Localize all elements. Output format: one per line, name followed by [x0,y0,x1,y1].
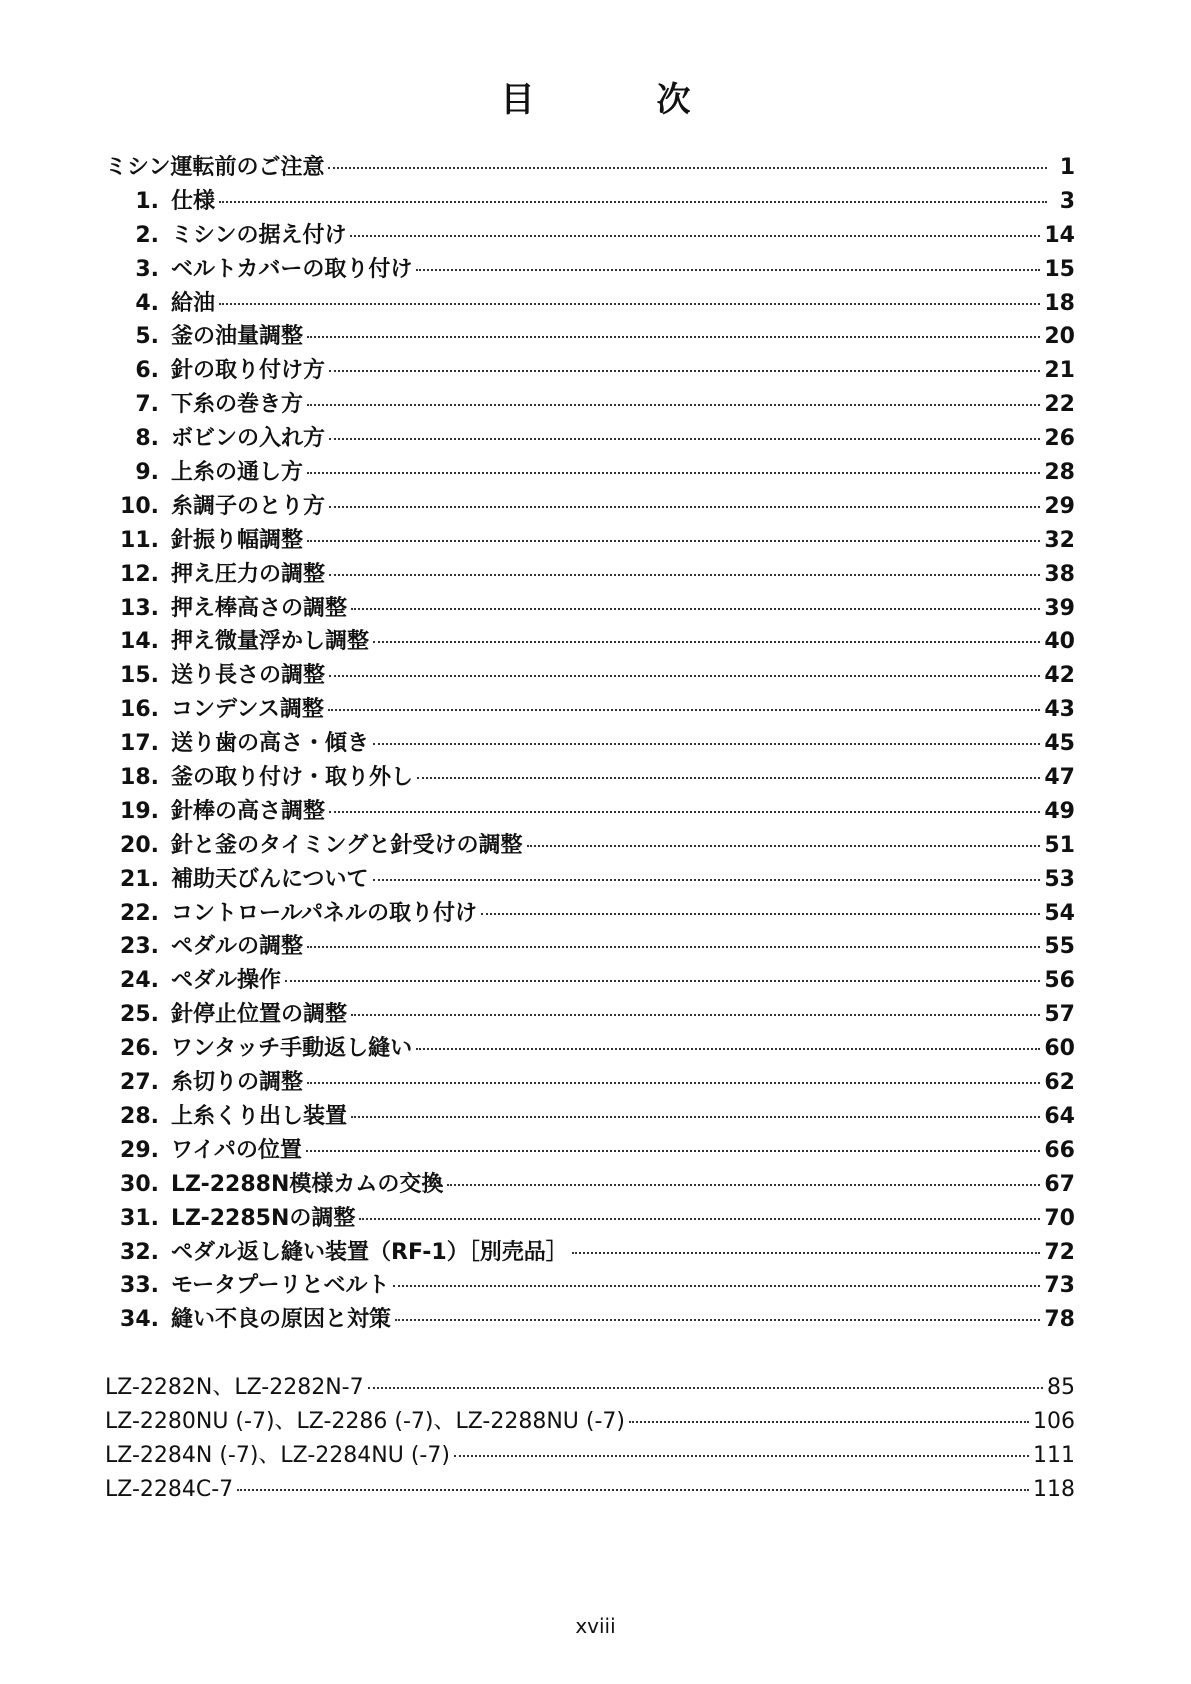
toc-dot-leader [329,675,1040,677]
toc-entry-number: 21. [120,866,159,892]
toc-entry-page: 60 [1044,1036,1075,1062]
toc-entry[interactable] [105,727,1075,761]
toc-entry-number: 3. [135,256,159,282]
toc-entry[interactable] [105,490,1075,524]
toc-entry-number: 26. [120,1036,159,1062]
toc-entry-number: 6. [135,358,159,384]
toc-entry[interactable] [105,693,1075,727]
toc-entry-number: 10. [120,493,159,519]
toc-dot-leader [307,1082,1040,1084]
toc-entry-number: 1. [135,188,159,214]
toc-entry-page: 118 [1033,1476,1075,1502]
toc-dot-leader [328,167,1047,169]
toc-dot-leader [351,1014,1040,1016]
toc-entry-page: 32 [1044,527,1075,553]
toc-dot-leader [351,1116,1040,1118]
toc-entry-page: 20 [1044,324,1075,350]
toc-dot-leader [350,235,1040,237]
toc-entry-page: 57 [1044,1002,1075,1028]
toc-entry-title: 針と釜のタイミングと針受けの調整 [171,832,523,858]
toc-entry-title: LZ-2285Nの調整 [171,1205,356,1231]
toc-entry-page: 18 [1044,290,1075,316]
table-of-contents [105,151,1075,1507]
toc-entry[interactable] [105,354,1075,388]
toc-entry-page: 70 [1044,1205,1075,1231]
toc-entry-page: 15 [1044,256,1075,282]
toc-entry-page: 39 [1044,595,1075,621]
toc-entry[interactable] [105,625,1075,659]
toc-entry-page: 66 [1044,1137,1075,1163]
toc-entry-page: 3 [1059,188,1075,214]
toc-dot-leader [237,1489,1029,1491]
toc-entry-title: 釜の取り付け・取り外し [171,765,414,791]
toc-entry-number: 2. [135,222,159,248]
toc-entry-title: 針振り幅調整 [171,527,304,553]
toc-entry-number: 11. [120,527,159,553]
toc-entry-number: 27. [120,1070,159,1096]
toc-entry-title: 針の取り付け方 [171,358,326,384]
toc-entry-number: 22. [120,900,159,926]
toc-entry-title: LZ-2282N、LZ-2282N-7 [105,1375,364,1401]
toc-dot-leader [219,201,1047,203]
toc-dot-leader [417,777,1040,779]
toc-model-entry[interactable] [105,1371,1075,1405]
toc-entry-title: コントロールパネルの取り付け [171,900,478,926]
toc-entry[interactable] [105,253,1075,287]
toc-entry-number: 24. [120,968,159,994]
toc-dot-leader [527,845,1041,847]
toc-model-entry[interactable] [105,1405,1075,1439]
toc-dot-leader [307,472,1040,474]
toc-dot-leader [395,1319,1040,1321]
toc-entry-title: 縫い不良の原因と対策 [171,1307,392,1333]
toc-dot-leader [306,1150,1040,1152]
toc-entry-title: 押え圧力の調整 [171,561,326,587]
toc-model-entry[interactable] [105,1439,1075,1473]
toc-entry-title: 送り長さの調整 [171,663,326,689]
toc-entry-page: 67 [1044,1171,1075,1197]
toc-dot-leader [351,608,1040,610]
toc-entry-title: 上糸の通し方 [171,460,304,486]
toc-entry-page: 47 [1044,765,1075,791]
toc-entry-title: モータプーリとベルト [171,1273,390,1299]
toc-dot-leader [329,811,1040,813]
toc-model-entry[interactable] [105,1473,1075,1507]
toc-entry-title: コンデンス調整 [171,697,324,723]
toc-entry-title: ボビンの入れ方 [171,426,326,452]
toc-entry[interactable] [105,998,1075,1032]
toc-entry-number: 16. [120,697,159,723]
toc-entry-page: 56 [1044,968,1075,994]
toc-model-entries [105,1371,1075,1507]
toc-dot-leader [328,709,1040,711]
toc-entry-page: 43 [1044,697,1075,723]
toc-entry-page: 49 [1044,798,1075,824]
toc-entry-page: 42 [1044,663,1075,689]
toc-entry-page: 51 [1044,832,1075,858]
toc-entry-page: 54 [1044,900,1075,926]
toc-entry[interactable] [105,1134,1075,1168]
toc-entry-page: 22 [1044,392,1075,418]
toc-dot-leader [329,438,1040,440]
toc-entry-title: 針棒の高さ調整 [171,798,326,824]
toc-entry-title: ミシン運転前のご注意 [105,155,325,180]
toc-entry-page: 28 [1044,460,1075,486]
toc-entry-page: 29 [1044,493,1075,519]
toc-entry-number: 28. [120,1103,159,1129]
footer-page-number: xviii [575,1614,616,1638]
toc-entry-number: 29. [120,1137,159,1163]
toc-dot-leader [307,336,1040,338]
toc-entry[interactable] [105,1100,1075,1134]
toc-dot-leader [373,641,1040,643]
toc-entry[interactable] [105,761,1075,795]
toc-entry[interactable] [105,422,1075,456]
toc-entry-title: 給油 [171,290,216,316]
toc-entry-title: ワイパの位置 [171,1137,302,1163]
toc-entry[interactable] [105,1168,1075,1202]
toc-entry[interactable] [105,558,1075,592]
toc-entry[interactable] [105,1236,1075,1270]
toc-dot-leader [307,404,1040,406]
toc-entry-number: 32. [120,1239,159,1265]
toc-dot-leader [572,1252,1041,1254]
toc-dot-leader [359,1218,1040,1220]
toc-entry-page: 38 [1044,561,1075,587]
toc-entry-title: ベルトカバーの取り付け [171,256,413,282]
toc-entry-page: 73 [1044,1273,1075,1299]
toc-entry-title: 下糸の巻き方 [171,392,304,418]
toc-entry[interactable] [105,456,1075,490]
page-title: 目 次 [500,80,735,120]
toc-entry-page: 40 [1044,629,1075,655]
toc-entry[interactable] [105,219,1075,253]
toc-entry[interactable] [105,151,1075,185]
toc-entry-title: 仕様 [171,188,216,214]
toc-entry-title: ミシンの据え付け [171,222,347,248]
toc-entry-title: ペダル返し縫い装置（RF-1）［別売品］ [171,1239,568,1265]
toc-entry-title: 糸切りの調整 [171,1070,304,1096]
toc-dot-leader [629,1421,1029,1423]
toc-entry-number: 30. [120,1171,159,1197]
toc-entry-number: 33. [120,1273,159,1299]
toc-entry-number: 18. [120,765,159,791]
toc-dot-leader [416,269,1040,271]
toc-entry-number: 17. [120,731,159,757]
toc-entry-page: 64 [1044,1103,1075,1129]
toc-entry-number: 23. [120,934,159,960]
toc-entry-page: 106 [1033,1409,1075,1435]
toc-dot-leader [329,370,1040,372]
toc-entry-page: 55 [1044,934,1075,960]
toc-entry-number: 34. [120,1307,159,1333]
toc-entry-title: LZ-2288N模様カムの交換 [171,1171,444,1197]
toc-entry-page: 72 [1044,1239,1075,1265]
toc-entry-number: 31. [120,1205,159,1231]
toc-entry-title: 押え棒高さの調整 [171,595,348,621]
toc-entry-title: 送り歯の高さ・傾き [171,731,370,757]
toc-dot-leader [373,879,1041,881]
toc-entry-page: 21 [1044,358,1075,384]
toc-entry-title: LZ-2284N (-7)、LZ-2284NU (-7) [105,1442,450,1468]
toc-entry-page: 1 [1059,155,1075,180]
toc-entry-title: 上糸くり出し装置 [171,1103,348,1129]
toc-entry-number: 12. [120,561,159,587]
toc-dot-leader [454,1455,1029,1457]
toc-entry-title: 糸調子のとり方 [171,493,326,519]
toc-entry-number: 5. [135,324,159,350]
toc-entry[interactable] [105,829,1075,863]
toc-entry-number: 7. [135,392,159,418]
toc-entry-number: 14. [120,629,159,655]
toc-entry-title: LZ-2280NU (-7)、LZ-2286 (-7)、LZ-2288NU (-7) [105,1409,626,1435]
toc-entry-page: 26 [1044,426,1075,452]
toc-dot-leader [285,980,1040,982]
toc-entry-number: 20. [120,832,159,858]
toc-entry[interactable] [105,185,1075,219]
toc-entry[interactable] [105,930,1075,964]
toc-entry-number: 15. [120,663,159,689]
toc-entry-title: LZ-2284C-7 [105,1476,234,1502]
toc-entry[interactable] [105,964,1075,998]
toc-entry[interactable] [105,1303,1075,1337]
toc-entry[interactable] [105,897,1075,931]
toc-dot-leader [416,1048,1040,1050]
toc-entry[interactable] [105,1269,1075,1303]
toc-entry-number: 9. [135,460,159,486]
toc-entry[interactable] [105,863,1075,897]
toc-dot-leader [393,1285,1040,1287]
toc-entry-page: 14 [1044,222,1075,248]
toc-entry-page: 62 [1044,1070,1075,1096]
toc-entries [105,151,1075,1337]
toc-entry[interactable] [105,659,1075,693]
toc-dot-leader [219,303,1040,305]
toc-entry[interactable] [105,592,1075,626]
toc-entry[interactable] [105,320,1075,354]
toc-entry[interactable] [105,388,1075,422]
toc-gap [105,1337,1075,1371]
toc-entry-number: 8. [135,426,159,452]
toc-entry-number: 13. [120,595,159,621]
toc-entry-title: 釜の油量調整 [171,324,304,350]
toc-dot-leader [368,1387,1043,1389]
toc-entry-number: 19. [120,798,159,824]
toc-entry-title: 針停止位置の調整 [171,1002,348,1028]
toc-entry-page: 78 [1044,1307,1075,1333]
toc-entry-page: 45 [1044,731,1075,757]
toc-dot-leader [481,913,1040,915]
toc-entry-page: 111 [1033,1442,1075,1468]
toc-entry-title: ワンタッチ手動返し縫い [171,1036,413,1062]
toc-entry[interactable] [105,1066,1075,1100]
toc-dot-leader [329,506,1040,508]
toc-entry-page: 85 [1047,1375,1075,1401]
toc-entry[interactable] [105,524,1075,558]
toc-dot-leader [307,540,1040,542]
toc-dot-leader [373,743,1040,745]
toc-dot-leader [329,574,1040,576]
toc-dot-leader [447,1184,1040,1186]
toc-entry-title: 補助天びんについて [171,866,369,892]
toc-dot-leader [307,946,1040,948]
toc-entry[interactable] [105,287,1075,321]
toc-entry[interactable] [105,1032,1075,1066]
toc-entry-title: ペダルの調整 [171,934,304,960]
toc-entry-number: 25. [120,1002,159,1028]
toc-entry-title: 押え微量浮かし調整 [171,629,370,655]
toc-entry-title: ペダル操作 [171,968,282,994]
toc-entry-page: 53 [1044,866,1075,892]
toc-entry[interactable] [105,1202,1075,1236]
toc-entry[interactable] [105,795,1075,829]
toc-entry-number: 4. [135,290,159,316]
